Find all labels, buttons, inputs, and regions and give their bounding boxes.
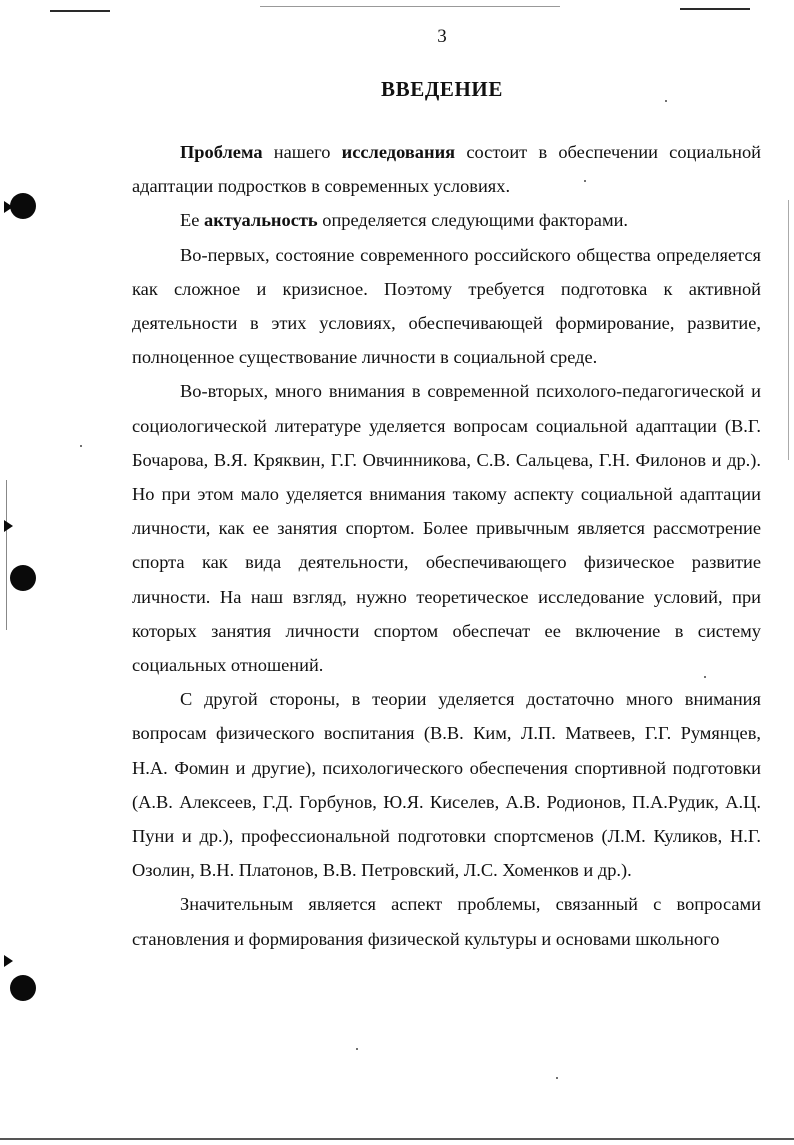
top-edge-line-right: [680, 8, 750, 10]
scan-speck: [356, 1048, 358, 1050]
binder-hole-2: [10, 565, 36, 591]
bold-term: Проблема: [180, 142, 263, 162]
binder-nick-1: [4, 201, 13, 213]
text-run: состоит в обеспечении социальной адаптации подростков в современных условиях.: [132, 142, 761, 197]
text-run: определяется следующими факторами.: [317, 210, 629, 231]
right-edge-line: [788, 200, 789, 460]
page-number: 3: [437, 26, 447, 47]
paragraph-first-factor: Во-первых, состояние современного российского общества определяется как сложное и кризисное. Поэтому требуется подготовка к активной деятельности в этих условиях, обеспечивающей формирование, развитие, полноценное существование личности в социальной среде.: [132, 244, 761, 368]
bold-term: актуальность: [204, 210, 318, 231]
paragraph-other-side: С другой стороны, в теории уделяется достаточно много внимания вопросам физического воспитания (В.В. Ким, Л.П. Матвеев, Г.Г. Румянцев, Н.А. Фомин и другие), психологического обеспечения спортивной подготовки (А.В. Алексеев, Г.Д. Горбунов, Ю.Я. Киселев, А.В. Родионов, П.А.Рудик, А.Ц. Пуни и др.), профессиональной подготовки спортсменов (Л.М. Куликов, Н.Г. Озолин, В.Н. Платонов, В.В. Петровский, Л.С. Хоменков и др.).: [132, 689, 761, 881]
section-heading: ВВЕДЕНИЕ: [381, 77, 503, 101]
paragraph-problem: [132, 135, 761, 203]
text-run: Ее: [180, 210, 204, 231]
left-edge-line: [6, 480, 7, 630]
binder-hole-3: [10, 975, 36, 1001]
paragraph-second-factor: Во-вторых, много внимания в современной психолого-педагогической и социологической литературе уделяется вопросам социальной адаптации (В.Г. Бочарова, В.Я. Кряквин, Г.Г. Овчинникова, С.В. Сальцева, Г.Н. Филонов и др.). Но при этом мало уделяется внимания такому аспекту социальной адаптации личности, как ее занятия спортом. Более привычным является рассмотрение спорта как вида деятельности, обеспечивающего физическое развитие личности. На наш взгляд, нужно теоретическое исследование условий, при которых занятия личности спортом обеспечат ее включение в систему социальных отношений.: [132, 381, 761, 676]
bottom-edge-line: [0, 1138, 794, 1140]
binder-nick-3: [4, 955, 13, 967]
paragraph-significant-aspect: Значительным является аспект проблемы, связанный с вопросами становления и формирования физической культуры и основами школьного: [132, 894, 761, 949]
binder-nick-2: [4, 520, 13, 532]
top-edge-line-center: [260, 6, 560, 7]
binder-hole-1: [10, 193, 36, 219]
text-run: нашего: [262, 142, 342, 162]
paragraph-relevance: [132, 203, 761, 237]
bold-term: исследования: [341, 142, 456, 162]
scan-speck: [556, 1077, 558, 1079]
scan-speck: [80, 445, 82, 447]
body-text: [132, 135, 761, 956]
top-edge-line-left: [50, 10, 110, 12]
